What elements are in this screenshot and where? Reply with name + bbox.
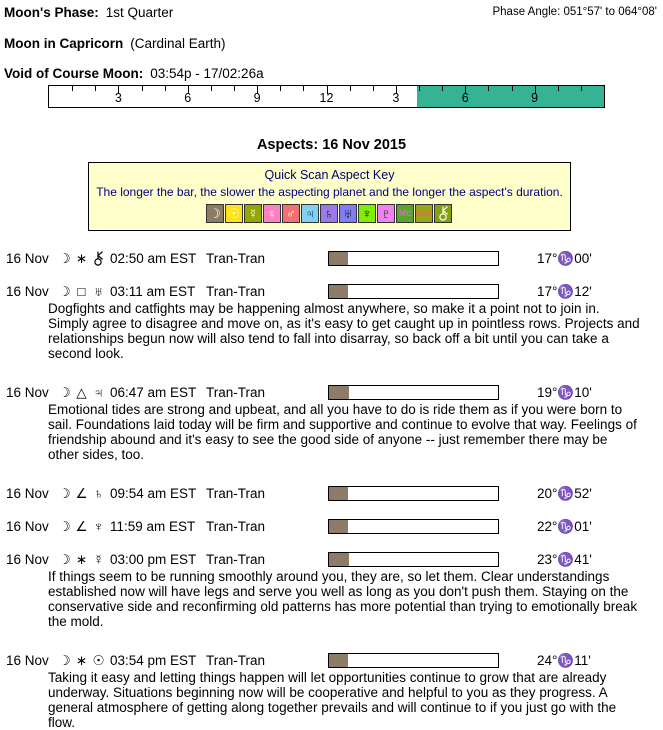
- trine-icon: △: [76, 384, 87, 400]
- moon-icon: ☽: [58, 652, 71, 668]
- moon-icon: ☽: [58, 485, 71, 501]
- duration-bar-fill: [329, 386, 349, 399]
- phase-angle-label: Phase Angle:: [492, 6, 561, 18]
- semisquare-icon: ∠: [75, 485, 88, 501]
- aspect-degree: 19°♑10': [537, 384, 592, 400]
- hour-label: 12: [319, 91, 334, 105]
- hour-tick: [211, 86, 212, 91]
- aspect-type: Tran-Tran: [206, 653, 266, 668]
- aspect-degree: 24°♑11': [537, 652, 591, 668]
- chiron-icon: [438, 206, 449, 221]
- duration-bar: [328, 486, 499, 501]
- aspect-date: 16 Nov: [6, 519, 49, 534]
- aspects-list: [4, 250, 659, 730]
- saturn-icon: ♄: [93, 486, 104, 501]
- void-of-course-timeline: [48, 85, 605, 108]
- sextile-icon: ∗: [75, 551, 88, 567]
- aspect-time: 09:54 am EST: [110, 486, 197, 501]
- square-icon: □: [77, 284, 86, 299]
- aspect-type: Tran-Tran: [206, 284, 266, 299]
- duration-bar: [328, 552, 499, 567]
- moon-icon: ☽: [58, 551, 71, 567]
- aspect-description: Emotional tides are strong and upbeat, and all you have to do is ride them as if you were born to sail. Foundations laid today will be firm and supportive and continue to evolve that way. Feelings of friendship abound and it's easy to see the good side of anyone -- just remember there may be other sides, too.: [48, 402, 637, 462]
- chiron-icon: [90, 251, 107, 267]
- hour-tick: [488, 86, 489, 91]
- sun-key-chip: ☉: [225, 204, 243, 223]
- aspect-time: 03:11 am EST: [110, 284, 196, 299]
- phase-angle: [492, 5, 659, 18]
- sextile-icon: ∗: [75, 250, 88, 266]
- aspect-row: [4, 485, 659, 502]
- mc-key-chip: Mc: [396, 204, 414, 223]
- aspect-time: 11:59 am EST: [110, 519, 196, 534]
- aspect-moon-semisquare-neptune: [4, 518, 659, 535]
- phase-angle-value: 051°57' to 064°08': [563, 6, 657, 18]
- aspect-row: [4, 384, 659, 401]
- aspect-moon-semisquare-saturn: [4, 485, 659, 502]
- venus-key-chip: ♀: [263, 204, 281, 223]
- jupiter-icon: ♃: [93, 385, 104, 400]
- jupiter-key-chip: ♃: [301, 204, 319, 223]
- aspect-moon-square-uranus: [4, 283, 659, 361]
- aspects-title: Aspects: 16 Nov 2015: [256, 137, 407, 153]
- aspect-type: Tran-Tran: [206, 385, 266, 400]
- duration-bar-fill: [329, 654, 348, 667]
- duration-bar: [328, 519, 499, 534]
- duration-bar-fill: [329, 553, 349, 566]
- hour-tick: [142, 86, 143, 91]
- hour-tick: [234, 86, 235, 91]
- duration-bar: [328, 284, 499, 299]
- planet-key-chips: [93, 204, 566, 223]
- hour-tick: [419, 86, 420, 91]
- hour-label: 3: [114, 91, 122, 105]
- duration-bar-fill: [329, 487, 348, 500]
- aspect-degree: 20°♑52': [537, 485, 592, 501]
- hour-label: 6: [461, 91, 469, 105]
- hour-tick: [442, 86, 443, 91]
- aspect-date: 16 Nov: [6, 552, 49, 567]
- duration-bar-fill: [329, 285, 348, 298]
- duration-bar-fill: [329, 252, 348, 265]
- hour-label: 3: [392, 91, 400, 105]
- aspect-type: Tran-Tran: [206, 251, 266, 266]
- hour-label: 9: [253, 91, 261, 105]
- chiron-key-chip: [434, 204, 452, 223]
- aspect-time: 03:54 pm EST: [110, 653, 197, 668]
- aspect-degree: 17°♑12': [537, 283, 592, 299]
- hour-tick: [581, 86, 582, 91]
- uranus-icon: ♅: [93, 284, 104, 299]
- hour-label: 6: [184, 91, 192, 105]
- hour-tick: [350, 86, 351, 91]
- voc-period: 03:54p - 17/02:26a: [150, 66, 264, 81]
- duration-bar: [328, 251, 499, 266]
- aspect-degree: 23°♑41': [537, 551, 592, 567]
- aspect-row: [4, 551, 659, 568]
- aspect-row: [4, 283, 659, 300]
- neptune-key-chip: ♆: [358, 204, 376, 223]
- moon-sign-quality: (Cardinal Earth): [130, 36, 226, 51]
- hour-tick: [303, 86, 304, 91]
- semisquare-icon: ∠: [75, 518, 88, 534]
- aspect-date: 16 Nov: [6, 284, 49, 299]
- aspect-type: Tran-Tran: [206, 519, 266, 534]
- aspect-time: 06:47 am EST: [110, 385, 197, 400]
- aspect-moon-trine-jupiter: [4, 384, 659, 462]
- void-of-course-line: [4, 66, 659, 81]
- mars-key-chip: ♂: [282, 204, 300, 223]
- aspect-date: 16 Nov: [6, 653, 49, 668]
- aspect-time: 03:00 pm EST: [110, 552, 197, 567]
- moon-key-chip: ☽: [206, 204, 224, 223]
- aspect-date: 16 Nov: [6, 486, 49, 501]
- neptune-icon: ♆: [93, 519, 104, 534]
- moons-phase-value: 1st Quarter: [105, 5, 174, 20]
- aspect-description: Taking it easy and letting things happen will let opportunities continue to grow that are already underway. Situations beginning now will be cooperative and helpful to you as they progress. A general atmosphere of getting along together prevails and will continue to if you just go with the flow.: [48, 670, 617, 730]
- duration-bar-fill: [329, 520, 348, 533]
- duration-bar: [328, 385, 499, 400]
- moon-sign-label: Moon in Capricorn: [4, 36, 124, 51]
- moon-icon: ☽: [58, 283, 71, 299]
- aspect-description: If things seem to be running smoothly around you, they are, so let them. Clear understandings established now will have legs and serve you well as long as you don't push them. Staying on the conservative side and reconfirming old patterns has more potential than trying to emotionally break the mold.: [48, 569, 638, 629]
- moon-icon: ☽: [58, 250, 71, 266]
- duration-bar: [328, 653, 499, 668]
- aspect-time: 02:50 am EST: [110, 251, 197, 266]
- moon-icon: ☽: [58, 384, 71, 400]
- asc-key-chip: Asc: [415, 204, 433, 223]
- aspect-type: Tran-Tran: [206, 552, 266, 567]
- aspect-date: 16 Nov: [6, 385, 49, 400]
- mercury-icon: ☿: [93, 552, 104, 567]
- aspect-degree: 17°♑00': [537, 250, 592, 266]
- aspect-moon-sextile-chiron: [4, 250, 659, 267]
- aspect-row: [4, 250, 659, 267]
- sextile-icon: ∗: [75, 652, 88, 668]
- pluto-key-chip: ♇: [377, 204, 395, 223]
- voc-label: Void of Course Moon:: [4, 66, 144, 81]
- hour-tick: [373, 86, 374, 91]
- mercury-key-chip: ☿: [244, 204, 262, 223]
- hour-tick: [558, 86, 559, 91]
- hour-tick: [512, 86, 513, 91]
- hour-label: 9: [531, 91, 539, 105]
- aspect-degree: 22°♑01': [537, 518, 592, 534]
- hour-tick: [165, 86, 166, 91]
- key-title: Quick Scan Aspect Key: [264, 168, 395, 182]
- moon-sign-line: [4, 36, 659, 51]
- hour-tick: [95, 86, 96, 91]
- aspect-row: [4, 518, 659, 535]
- key-subtitle: The longer the bar, the slower the aspecting planet and the longer the aspect's duration.: [96, 185, 563, 199]
- aspect-date: 16 Nov: [6, 251, 49, 266]
- quick-scan-aspect-key: [88, 162, 571, 231]
- aspect-moon-sextile-mercury: [4, 551, 659, 629]
- moon-icon: ☽: [58, 518, 71, 534]
- sun-icon: ☉: [92, 652, 105, 668]
- aspect-moon-sextile-sun: [4, 652, 659, 730]
- hour-tick: [72, 86, 73, 91]
- hour-tick: [280, 86, 281, 91]
- saturn-key-chip: ♄: [320, 204, 338, 223]
- aspect-description: Dogfights and catfights may be happening almost anywhere, so make it a point not to join in. Simply agree to disagree and move on, as it's easy to get caught up in pointless rows. Projects and relationships begun now will also tend to fall into disarray, so back off a bit until you can take a second look.: [48, 301, 640, 361]
- void-period-fill: [417, 86, 604, 107]
- moons-phase-label: Moon's Phase:: [4, 5, 99, 20]
- uranus-key-chip: ♅: [339, 204, 357, 223]
- aspect-row: [4, 652, 659, 669]
- aspect-type: Tran-Tran: [206, 486, 266, 501]
- moons-phase-line: [4, 5, 173, 20]
